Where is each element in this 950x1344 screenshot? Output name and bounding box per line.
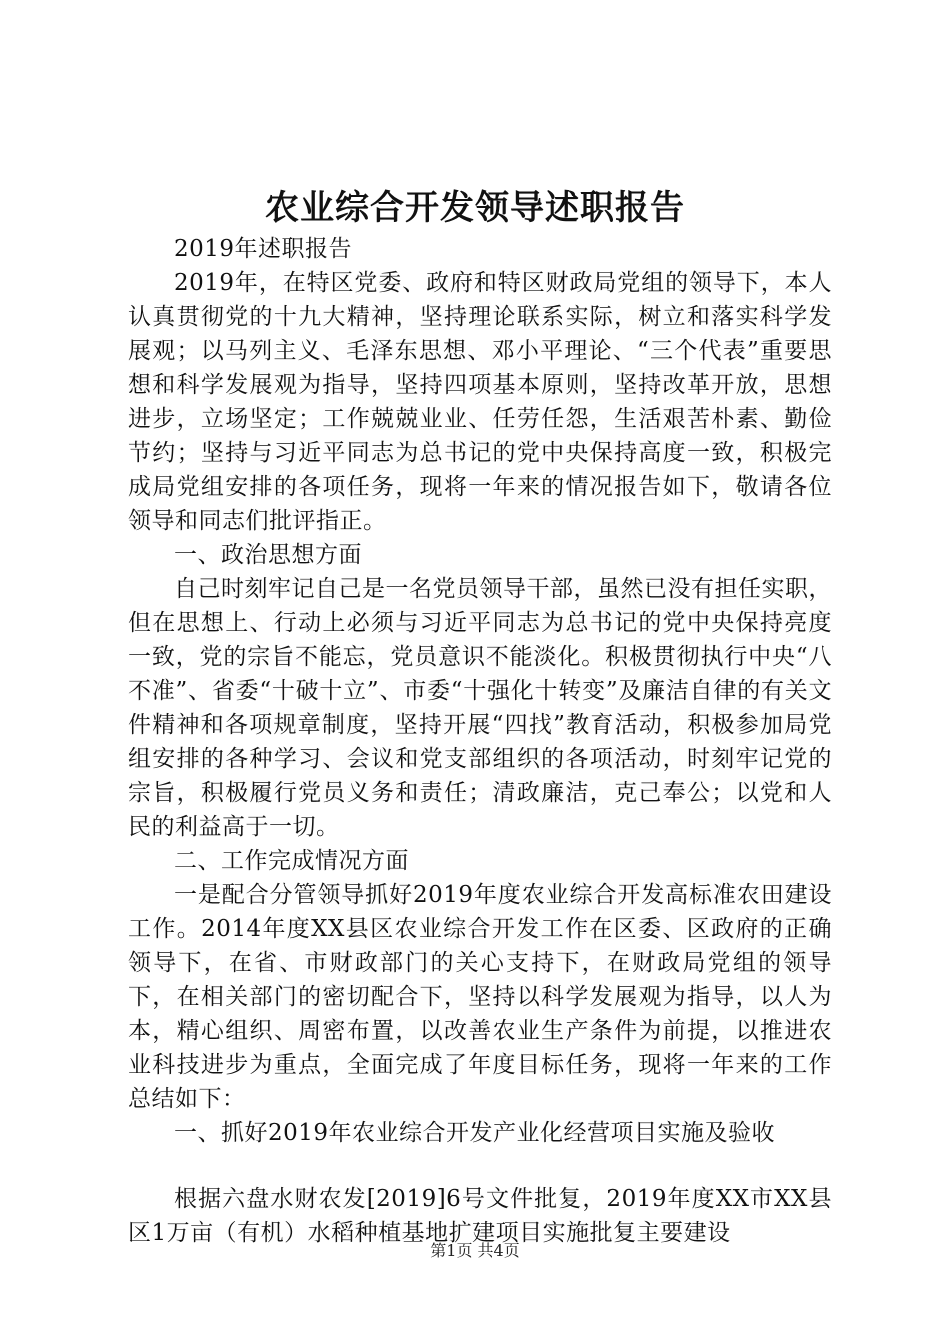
section-heading-work: 二、工作完成情况方面 bbox=[174, 848, 409, 874]
section-heading-political: 一、政治思想方面 bbox=[174, 542, 362, 568]
subsection-heading-project: 一、抓好2019年农业综合开发产业化经营项目实施及验收 bbox=[174, 1120, 776, 1146]
document-body bbox=[128, 232, 832, 1250]
document-title: 农业综合开发领导述职报告 bbox=[265, 188, 685, 228]
paragraph-work: 一是配合分管领导抓好2019年度农业综合开发高标准农田建设工作。2014年度XX县区农业综合开发工作在区委、区政府的正确领导下，在省、市财政部门的关心支持下，在财政局党组的领导下，在相关部门的密切配合下，坚持以科学发展观为指导，以人为本，精心组织、周密布置，以改善农业生产条件为前提，以推进农业科技进步为重点，全面完成了年度目标任务，现将一年来的工作总结如下： bbox=[128, 882, 832, 1112]
page-number: 第1页 共4页 bbox=[430, 1241, 520, 1260]
paragraph-political: 自己时刻牢记自己是一名党员领导干部，虽然已没有担任实职，但在思想上、行动上必须与习近平同志为总书记的党中央保持亮度一致，党的宗旨不能忘，党员意识不能淡化。积极贯彻执行中央“八不准”、省委“十破十立”、市委“十强化十转变”及廉洁自律的有关文件精神和各项规章制度，坚持开展“四找”教育活动，积极参加局党组安排的各种学习、会议和党支部组织的各项活动，时刻牢记党的宗旨，积极履行党员义务和责任；清政廉洁，克己奉公；以党和人民的利益高于一切。 bbox=[128, 576, 832, 840]
paragraph-introduction: 2019年，在特区党委、政府和特区财政局党组的领导下，本人认真贯彻党的十九大精神，坚持理论联系实际，树立和落实科学发展观；以马列主义、毛泽东思想、邓小平理论、“三个代表”重要思想和科学发展观为指导，坚持四项基本原则，坚持改革开放，思想进步，立场坚定；工作兢兢业业、任劳任怨，生活艰苦朴素、勤俭节约；坚持与习近平同志为总书记的党中央保持高度一致，积极完成局党组安排的各项任务，现将一年来的情况报告如下，敬请各位领导和同志们批评指正。 bbox=[128, 270, 832, 534]
paragraph-project: 根据六盘水财农发[2019]6号文件批复，2019年度XX市XX县区1万亩（有机）水稻种植基地扩建项目实施批复主要建设 bbox=[128, 1186, 832, 1246]
paragraph-report-subtitle: 2019年述职报告 bbox=[174, 236, 353, 262]
